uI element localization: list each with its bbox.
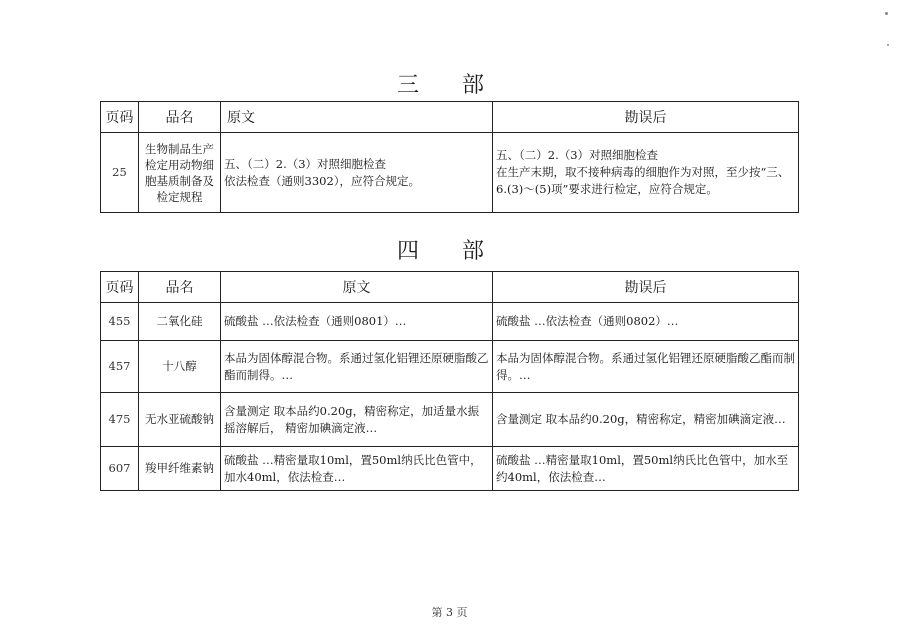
table-row: [101, 303, 799, 341]
row-page: 25: [101, 133, 139, 213]
section-3-title: 三 部: [397, 73, 502, 98]
header-corrected: 勘误后: [493, 272, 799, 303]
section-3-table: [100, 101, 799, 213]
header-page: 页码: [101, 102, 139, 133]
row-page: 475: [101, 393, 139, 447]
header-original: 原文: [221, 272, 493, 303]
section-4-title: 四 部: [397, 239, 502, 264]
table-header-row: [101, 102, 799, 133]
row-original: 硫酸盐 …依法检查（通则0801）…: [221, 303, 493, 341]
header-corrected: 勘误后: [493, 102, 799, 133]
table-row: [101, 393, 799, 447]
row-corrected: 含量测定 取本品约0.20g，精密称定，精密加碘滴定液…: [493, 393, 799, 447]
row-page: 607: [101, 447, 139, 491]
row-corrected: 硫酸盐 …精密量取10ml，置50ml纳氏比色管中，加水至约40ml，依法检查…: [493, 447, 799, 491]
row-original: 五、（二）2.（3）对照细胞检查 依法检查（通则3302），应符合规定。: [221, 133, 493, 213]
table-header-row: [101, 272, 799, 303]
row-original: 硫酸盐 …精密量取10ml，置50ml纳氏比色管中，加水40ml，依法检查…: [221, 447, 493, 491]
row-original: 本品为固体醇混合物。系通过氢化铝锂还原硬脂酸乙酯而制得。…: [221, 341, 493, 393]
row-corrected: 硫酸盐 …依法检查（通则0802）…: [493, 303, 799, 341]
scan-speck: [887, 44, 889, 46]
page-number: 第 3 页: [431, 606, 468, 619]
row-corrected: 五、（二）2.（3）对照细胞检查 在生产末期，取不接种病毒的细胞作为对照，至少按“三、6.(3)～(5)项”要求进行检定，应符合规定。: [493, 133, 799, 213]
table-row: [101, 133, 799, 213]
header-original: 原文: [221, 102, 493, 133]
section-4-table: [100, 271, 799, 491]
row-page: 455: [101, 303, 139, 341]
row-name: 羧甲纤维素钠: [139, 447, 221, 491]
row-name: 二氧化硅: [139, 303, 221, 341]
row-corrected: 本品为固体醇混合物。系通过氢化铝锂还原硬脂酸乙酯而制得。…: [493, 341, 799, 393]
row-name: 生物制品生产检定用动物细胞基质制备及检定规程: [139, 133, 221, 213]
table-row: [101, 341, 799, 393]
row-name: 十八醇: [139, 341, 221, 393]
table-row: [101, 447, 799, 491]
header-name: 品名: [139, 272, 221, 303]
row-original: 含量测定 取本品约0.20g，精密称定，加适量水振摇溶解后， 精密加碘滴定液…: [221, 393, 493, 447]
row-name: 无水亚硫酸钠: [139, 393, 221, 447]
header-page: 页码: [101, 272, 139, 303]
row-page: 457: [101, 341, 139, 393]
header-name: 品名: [139, 102, 221, 133]
scan-speck: [885, 12, 888, 15]
